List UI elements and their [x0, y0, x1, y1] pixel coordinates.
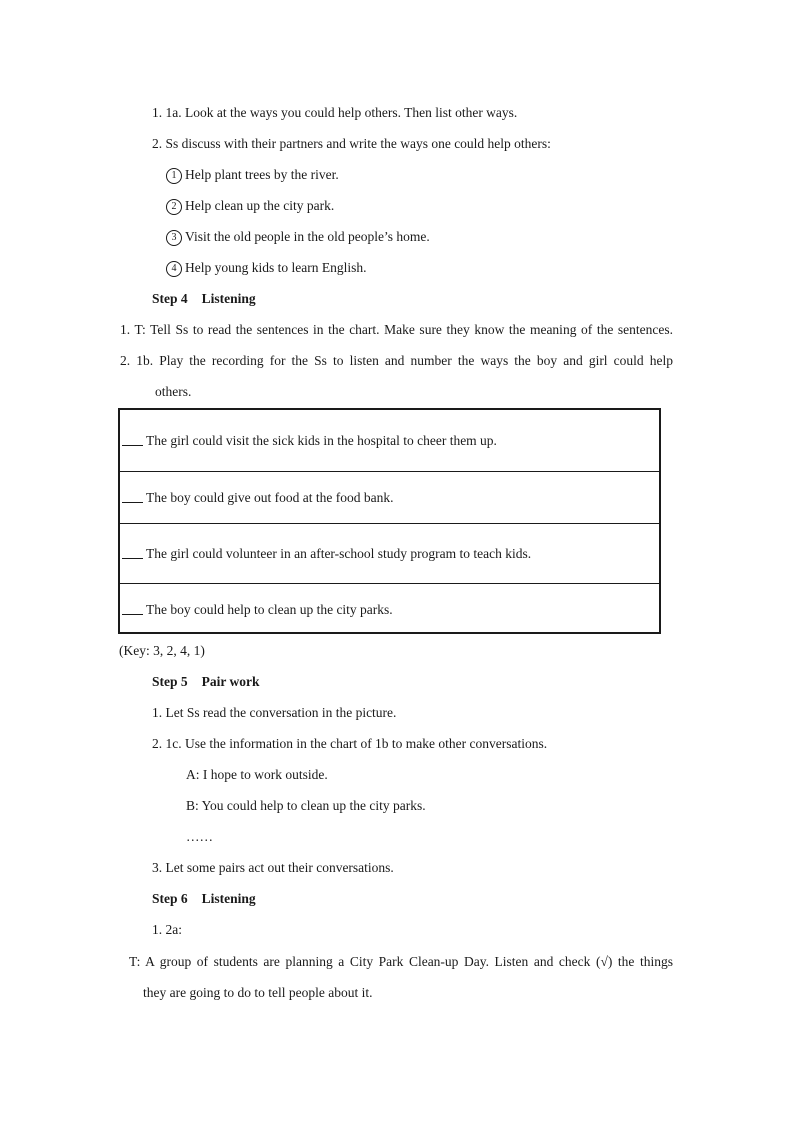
step5-item-1: 1. Let Ss read the conversation in the picture. [152, 705, 397, 720]
step6-instruction-line-1: T: A group of students are planning a City Park Clean-up Day. Listen and check (√) the things [129, 954, 673, 969]
circled-number: 2 [166, 199, 182, 215]
dialog-line-a: A: I hope to work outside. [186, 767, 328, 782]
way-item-3 [166, 228, 430, 246]
step4-item-2-line-2: others. [155, 384, 192, 399]
step5-item-3: 3. Let some pairs act out their conversations. [152, 860, 394, 875]
listening-chart [118, 408, 661, 634]
intro-item-2: 2. Ss discuss with their partners and write the ways one could help others: [152, 136, 551, 151]
step-label: Step 4 [152, 291, 188, 306]
way-item-1 [166, 166, 339, 184]
step4-item-2-line-1: 2. 1b. Play the recording for the Ss to listen and number the ways the boy and girl could help [120, 353, 673, 368]
row-text: The girl could visit the sick kids in the hospital to cheer them up. [146, 433, 497, 448]
circled-number: 3 [166, 230, 182, 246]
step-label: Step 6 [152, 891, 188, 906]
row-text: The boy could give out food at the food bank. [146, 490, 394, 505]
answer-blank[interactable] [122, 546, 143, 559]
table-row [120, 584, 659, 632]
table-row [120, 410, 659, 472]
row-text: The boy could help to clean up the city parks. [146, 602, 393, 617]
way-text: Visit the old people in the old people’s home. [185, 229, 430, 244]
step5-heading [152, 673, 260, 691]
circled-number: 4 [166, 261, 182, 277]
step-title: Listening [201, 891, 256, 906]
step4-item-1: 1. T: Tell Ss to read the sentences in the chart. Make sure they know the meaning of the sentences. [120, 322, 673, 337]
way-text: Help plant trees by the river. [185, 167, 339, 182]
step-title: Listening [201, 291, 256, 306]
step-label: Step 5 [152, 674, 188, 689]
step4-heading [152, 290, 256, 308]
dialog-ellipsis: …… [186, 829, 213, 844]
step6-item-1: 1. 2a: [152, 922, 182, 937]
way-text: Help clean up the city park. [185, 198, 335, 213]
step6-instruction-line-2: they are going to do to tell people about it. [143, 985, 373, 1000]
circled-number: 1 [166, 168, 182, 184]
way-item-2 [166, 197, 334, 215]
dialog-line-b: B: You could help to clean up the city parks. [186, 798, 426, 813]
row-text: The girl could volunteer in an after-school study program to teach kids. [146, 546, 532, 561]
answer-blank[interactable] [122, 602, 143, 615]
table-row [120, 472, 659, 524]
step5-item-2: 2. 1c. Use the information in the chart of 1b to make other conversations. [152, 736, 548, 751]
step6-heading [152, 890, 256, 908]
way-text: Help young kids to learn English. [185, 260, 367, 275]
answer-blank[interactable] [122, 433, 143, 446]
table-row [120, 524, 659, 584]
answer-key: (Key: 3, 2, 4, 1) [119, 643, 205, 658]
answer-blank[interactable] [122, 490, 143, 503]
way-item-4 [166, 259, 366, 277]
intro-item-1: 1. 1a. Look at the ways you could help others. Then list other ways. [152, 105, 518, 120]
step-title: Pair work [201, 674, 260, 689]
